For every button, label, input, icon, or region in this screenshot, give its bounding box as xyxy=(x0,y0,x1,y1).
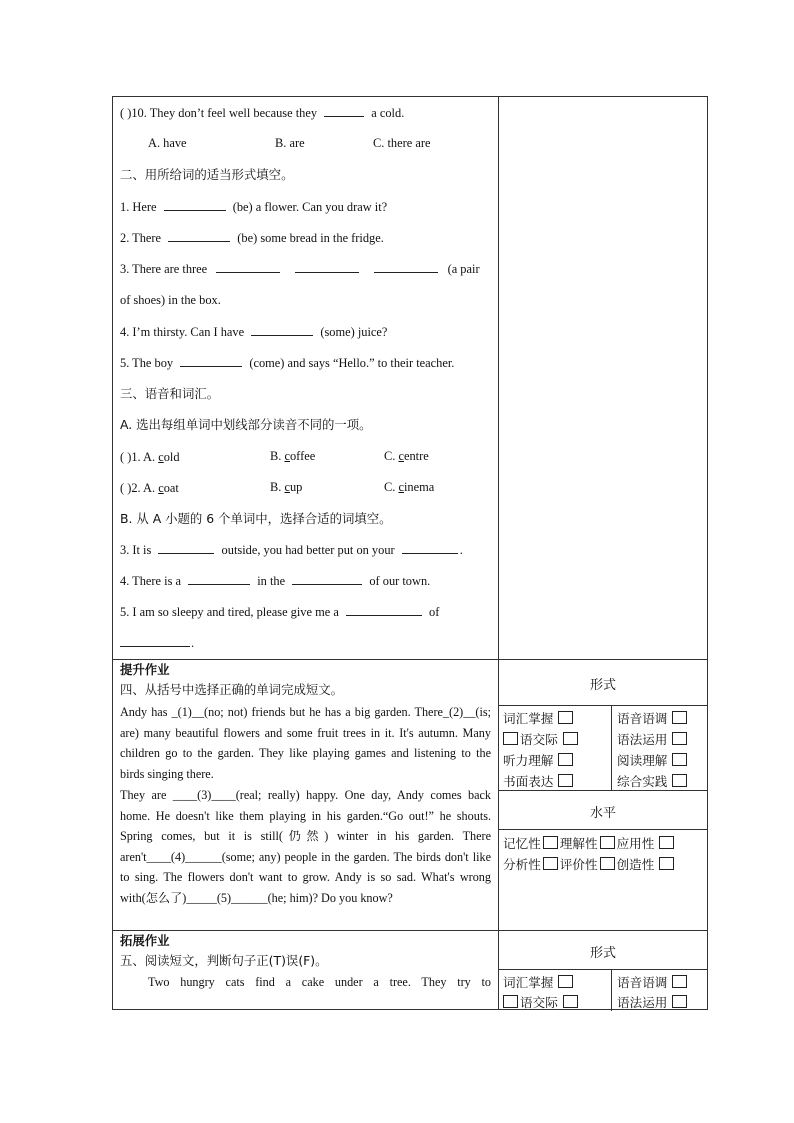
question-line: 3. It is outside, you had better put on your . xyxy=(120,543,463,557)
right-divider xyxy=(611,969,612,1011)
level-row-1: 记忆性 理解性 应用性 xyxy=(503,833,674,852)
instruction: A. 选出每组单词中划线部分读音不同的一项。 xyxy=(120,417,372,432)
right-divider xyxy=(498,790,708,791)
worksheet-table xyxy=(112,96,708,1010)
answer-blank[interactable] xyxy=(292,573,362,585)
checkbox[interactable] xyxy=(600,836,615,849)
right-divider xyxy=(611,705,612,790)
q10-line: ( )10. They don’t feel well because they a cold. xyxy=(120,106,405,120)
answer-blank[interactable] xyxy=(374,261,438,273)
answer-blank[interactable] xyxy=(346,604,422,616)
phonics-line: ( )2. A. coat xyxy=(120,481,179,495)
checkbox[interactable] xyxy=(672,995,687,1008)
question-line: . xyxy=(120,635,194,651)
answer-blank[interactable] xyxy=(251,324,313,336)
instruction: B. 从 A 小题的 6 个单词中，选择合适的词填空。 xyxy=(120,511,392,526)
question-line: 5. I am so sleepy and tired, please give me a of xyxy=(120,605,440,619)
checkbox-pronunciation[interactable]: 语音语调 xyxy=(617,972,687,991)
level-title: 水平 xyxy=(589,806,616,821)
checkbox[interactable] xyxy=(558,711,573,724)
checkbox[interactable] xyxy=(600,857,615,870)
checkbox-listening[interactable]: 听力理解 xyxy=(503,750,573,769)
option-c: C. there are xyxy=(373,136,431,150)
checkbox-communication[interactable]: 语交际 xyxy=(503,992,578,1011)
checkbox-vocab[interactable]: 词汇掌握 xyxy=(503,972,573,991)
section-title: 五、阅读短文，判断句子正(T)误(F)。 xyxy=(120,953,328,968)
column-divider xyxy=(498,97,499,1009)
answer-blank[interactable] xyxy=(188,573,250,585)
question-line: 4. There is a in the of our town. xyxy=(120,574,431,588)
answer-blank[interactable] xyxy=(164,199,226,211)
checkbox[interactable] xyxy=(672,975,687,988)
phonics-line: ( )1. A. cold xyxy=(120,450,180,464)
checkbox-vocab[interactable]: 词汇掌握 xyxy=(503,708,573,727)
answer-blank[interactable] xyxy=(295,261,359,273)
question-line: of shoes) in the box. xyxy=(120,293,221,307)
checkbox-reading[interactable]: 阅读理解 xyxy=(617,750,687,769)
checkbox[interactable] xyxy=(503,995,518,1008)
checkbox[interactable] xyxy=(659,857,674,870)
checkbox[interactable] xyxy=(503,732,518,745)
passage-paragraph: Two hungry cats find a cake under a tree. They try to xyxy=(148,975,491,989)
checkbox[interactable] xyxy=(563,995,578,1008)
checkbox-practice[interactable]: 综合实践 xyxy=(617,771,687,790)
option-b: B. are xyxy=(275,136,305,150)
level-row-2: 分析性 评价性 创造性 xyxy=(503,854,674,873)
checkbox[interactable] xyxy=(543,836,558,849)
answer-blank[interactable] xyxy=(180,355,242,367)
option-c: C. centre xyxy=(384,449,429,463)
option-b: B. cup xyxy=(270,480,303,494)
checkbox-pronunciation[interactable]: 语音语调 xyxy=(617,708,687,727)
checkbox[interactable] xyxy=(558,975,573,988)
answer-blank[interactable] xyxy=(168,230,230,242)
checkbox[interactable] xyxy=(563,732,578,745)
right-divider xyxy=(498,969,708,970)
option-a: A. have xyxy=(148,136,187,150)
answer-blank[interactable] xyxy=(216,261,280,273)
passage-paragraph: They are ____(3)____(real; really) happy. One day, Andy comes back home. He doesn't like them playing in his garden.“Go out!” he shouts. Spring comes, but it is still(仍然) winter in his garden. There aren't____(4)______(some; any) people in the garden. The birds don't like to sing. The flowers don't want to grow. Andy is so sad. What's wrong with(怎么了)_____(5)______(he; him)? Do you know? xyxy=(120,788,491,905)
right-divider xyxy=(498,829,708,830)
answer-blank[interactable] xyxy=(120,635,190,647)
section-title: 四、从括号中选择正确的单词完成短文。 xyxy=(120,682,344,697)
checkbox[interactable] xyxy=(672,774,687,787)
question-line: 4. I’m thirsty. Can I have (some) juice? xyxy=(120,325,388,339)
answer-blank[interactable] xyxy=(158,542,214,554)
passage-paragraph: Andy has _(1)__(no; not) friends but he has a big garden. There_(2)__(is; are) many beautiful flowers and some fruit trees in it. It's autumn. Many children go to the garden. They like playing games and listening to the birds singing there. xyxy=(120,705,491,781)
checkbox[interactable] xyxy=(558,774,573,787)
improve-label: 提升作业 xyxy=(120,662,170,677)
checkbox[interactable] xyxy=(659,836,674,849)
checkbox[interactable] xyxy=(672,711,687,724)
extend-label: 拓展作业 xyxy=(120,933,170,948)
question-line: 5. The boy (come) and says “Hello.” to their teacher. xyxy=(120,356,455,370)
checkbox-writing[interactable]: 书面表达 xyxy=(503,771,573,790)
row-divider xyxy=(113,659,707,660)
answer-blank[interactable] xyxy=(324,105,364,117)
checkbox[interactable] xyxy=(672,732,687,745)
checkbox-grammar[interactable]: 语法运用 xyxy=(617,729,687,748)
option-b: B. coffee xyxy=(270,449,316,463)
section-title: 二、用所给词的适当形式填空。 xyxy=(120,167,294,182)
answer-blank[interactable] xyxy=(402,542,458,554)
option-c: C. cinema xyxy=(384,480,435,494)
section-title: 三、语音和词汇。 xyxy=(120,386,220,401)
checkbox[interactable] xyxy=(672,753,687,766)
checkbox[interactable] xyxy=(558,753,573,766)
checkbox-communication[interactable]: 语交际 xyxy=(503,729,578,748)
question-line: 2. There (be) some bread in the fridge. xyxy=(120,231,384,245)
right-divider xyxy=(498,705,708,706)
form-title: 形式 xyxy=(589,946,616,961)
checkbox-grammar[interactable]: 语法运用 xyxy=(617,992,687,1011)
row-divider xyxy=(113,930,707,931)
checkbox[interactable] xyxy=(543,857,558,870)
question-line: 3. There are three (a pair xyxy=(120,262,480,276)
question-line: 1. Here (be) a flower. Can you draw it? xyxy=(120,200,388,214)
form-title: 形式 xyxy=(589,678,616,693)
